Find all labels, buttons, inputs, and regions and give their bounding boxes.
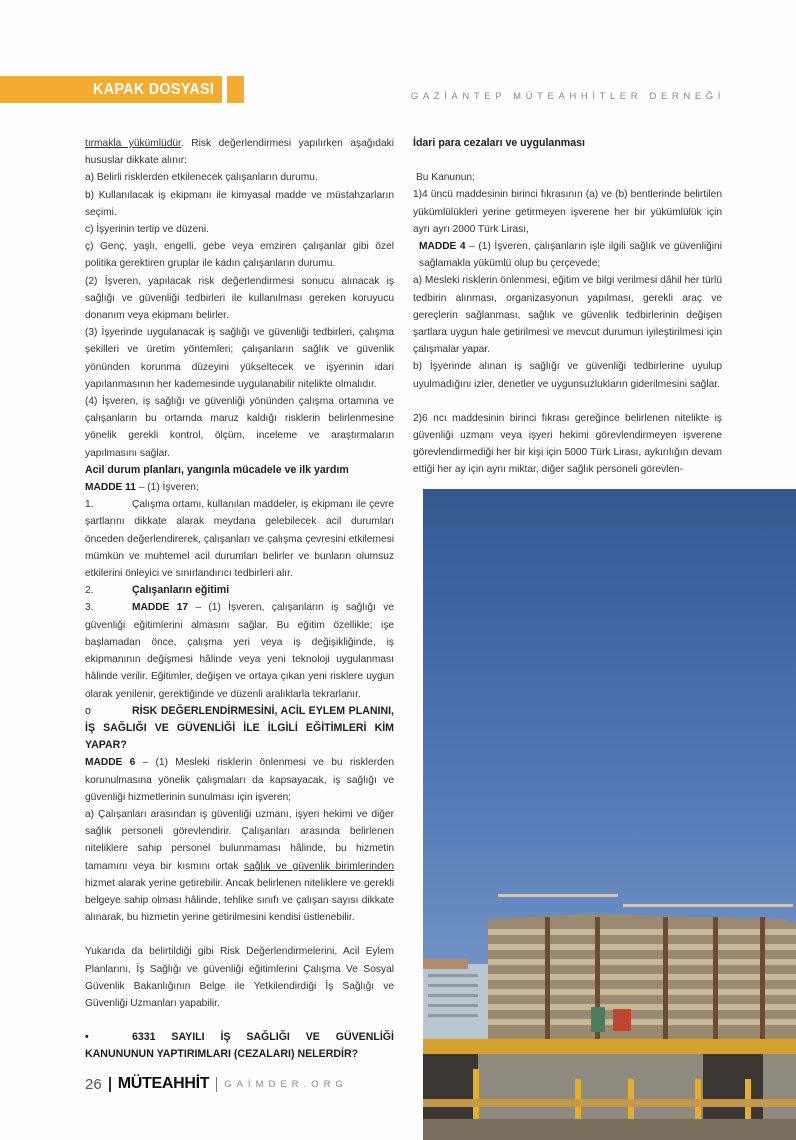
madde-label: MADDE 17: [132, 602, 189, 614]
question-heading: [85, 703, 394, 755]
item-number: 3.: [85, 602, 94, 614]
section-header-bar: [0, 76, 222, 103]
item-text: Çalışma ortamı, kullanılan maddeler, iş ekipmanı ile çevre şartlarını dikkate alarak meydana gelebilecek acil durumları önceden değerlendirerek, çalışanları ve çalışma çevresini etkilemesi mümkün ve muhtemel acil durumları belirler ve bunların olumsuz etkilerini önleyici ve sınırlandırıcı tedbirleri alır.: [85, 499, 394, 580]
question-text: RİSK DEĞERLENDİRMESİNİ, ACİL EYLEM PLANINI, İŞ SAĞLIĞI VE GÜVENLİĞİ İLE İLGİLİ EĞİTİMLERİ KİM YAPAR?: [85, 704, 394, 752]
madde6-a-text: a) Çalışanları arasından iş güvenliği uzmanı, işyeri hekimi ve diğer sağlık personeli görevlendirir. Çalışanları arasında belirlenen niteliklere sahip personel bulunmaması hâlinde, bu hizmetin tamamını veya bir kısmını ortak: [85, 808, 394, 872]
right-column: [413, 135, 722, 479]
circle-bullet-icon: o: [85, 704, 91, 717]
madde11-paragraph: [85, 479, 394, 496]
final-heading-text: 6331 SAYILI İŞ SAĞLIĞI VE GÜVENLİĞİ KANUNUNUN YAPTIRIMLARI (CEZALARI) NELERDİR?: [85, 1031, 394, 1061]
madde-text: – (1) İşveren, çalışanların işle ilgili sağlık ve güvenliğini sağlamakla yükümlü olup bu çerçevede;: [419, 241, 722, 270]
section-label: KAPAK DOSYASI: [93, 80, 215, 98]
final-heading: [85, 1029, 394, 1063]
separator: [109, 1077, 111, 1092]
intro-text: . Risk değerlendirmesi yapılırken aşağıdaki hususlar dikkate alınır:: [85, 138, 394, 167]
madde6-paragraph: [85, 754, 394, 806]
construction-photo: [423, 489, 796, 1140]
madde6-a-paragraph: [85, 806, 394, 926]
item-number: 2.: [85, 585, 94, 597]
list-item: (2) İşveren, yapılacak risk değerlendirmesi sonucu alınacak iş sağlığı ve güvenliği tedbirleri ile kullanılması gereken koruyucu donanım veya ekipmanı belirler.: [85, 275, 394, 322]
penalty-1: 1)4 üncü maddesinin birinci fıkrasının (a) ve (b) bentlerinde belirtilen yükümlülükleri yerine getirmeyen işverene her bir yükümlülük için ayrı ayrı 2000 Türk Lirası,: [413, 189, 722, 235]
madde4-b: b) İşyerinde alınan iş sağlığı ve güvenliği tedbirlerine uyulup uyulmadığını izler, denetler ve uygunsuzlukların giderilmesini sağlar.: [413, 361, 722, 390]
magazine-brand: MÜTEAHHİT: [117, 1075, 210, 1092]
list-item: c) İşyerinin tertip ve düzeni.: [85, 224, 210, 236]
page-footer: [85, 1075, 348, 1093]
numbered-item-1: [85, 496, 394, 582]
acil-heading: Acil durum planları, yangınla mücadele ve ilk yardım: [85, 463, 349, 476]
madde-label: MADDE 4: [419, 241, 466, 253]
item-heading: Çalışanların eğitimi: [132, 584, 230, 597]
list-item: (4) İşveren, iş sağlığı ve güvenliği yönünden çalışma ortamına ve çalışanların bu ortamda maruz kaldığı risklerin belirlenmesine yönelik gerekli kontrol, ölçüm, inceleme ve araştırmaların yapılmasını sağlar.: [85, 396, 394, 459]
bullet-icon: •: [85, 1031, 89, 1044]
numbered-item-2: [85, 582, 394, 599]
madde4-paragraph: [413, 238, 722, 272]
madde-text: – (1) İşveren;: [135, 482, 199, 494]
page-number: 26: [85, 1075, 102, 1093]
intro-paragraph: [85, 135, 394, 169]
separator: [216, 1077, 217, 1092]
organization-name: GAZİANTEP MÜTEAHHİTLER DERNEĞİ: [410, 91, 725, 102]
summary-paragraph: Yukarıda da belirtildiği gibi Risk Değerlendirmelerini, Acil Eylem Planlarını, İş Sağlığı ve güvenliği eğitimlerini Çalışma Ve Sosyal Güvenlik Bakanlığının Belge ile Yetkilendirdiği İş Sağlığı ve Güvenliği Uzmanları yapabilir.: [85, 946, 394, 1009]
list-item: a) Belirli risklerden etkilenecek çalışanların durumu.: [85, 172, 318, 184]
construction-site-image: [423, 489, 796, 1140]
madde-text: – (1) İşveren, çalışanların iş sağlığı ve güvenliği eğitimlerini almasını sağlar. Bu eğitim özellikle; işe başlamadan önce, çalışma yeri veya iş değişikliğinde, iş ekipmanının değişmesi hâlinde veya yeni teknoloji uygulanması hâlinde verilir. Eğitimler, değişen ve ortaya çıkan yeni risklere uygun olarak yenilenir, gerektiğinde ve düzenli aralıklarla tekrarlanır.: [85, 602, 394, 700]
madde-label: MADDE 11: [85, 482, 136, 494]
penalty-2: 2)6 ncı maddesinin birinci fıkrası gereğince belirlenen nitelikte iş güvenliği uzmanı veya işyeri hekimi görevlendirmeyen işverene görevlendirmediği her bir kişi için 5000 Türk Lirası, aykırılığın devam ettiği her ay için aynı miktar, diğer sağlık personeli görevlen-: [413, 412, 722, 476]
madde-text: – (1) Mesleki risklerin önlenmesi ve bu risklerden korunulmasına yönelik çalışmaları da kapsayacak, iş sağlığı ve güvenliği hizmetlerinin sunulması için işveren;: [85, 757, 394, 803]
underlined-text: sağlık ve güvenlik birimlerinden: [244, 860, 394, 872]
item-number: 1.: [85, 499, 94, 511]
right-heading: İdari para cezaları ve uygulanması: [413, 137, 585, 149]
header-accent-block: [227, 76, 244, 103]
madde4-a: a) Mesleki risklerin önlenmesi, eğitim ve bilgi verilmesi dâhil her türlü tedbirin alınması, organizasyonun yapılması, gerekli araç ve gereçlerin sağlanması, sağlık ve güvenlik tedbirlerinin değişen şartlara uygun hale getirilmesi ve mevcut durumun iyileştirilmesi için çalışmalar yapar.: [413, 275, 722, 356]
list-item: (3) İşyerinde uygulanacak iş sağlığı ve güvenliği tedbirleri, çalışma şekilleri ve üretim yöntemleri; çalışanların sağlık ve güvenlik yönünden korunma düzeyini yükseltecek ve işyerinin idari yapılanmasının her kademesinde uygulanabilir nitelikte olmalıdır.: [85, 327, 394, 390]
intro-underlined: tırmakla yükümlüdür: [85, 138, 181, 149]
left-column: [85, 135, 394, 1064]
website-link[interactable]: GAİMDER.ORG: [224, 1078, 348, 1090]
list-item: b) Kullanılacak iş ekipmanı ile kimyasal madde ve müstahzarların seçimi.: [85, 189, 394, 218]
intro-text: Bu Kanunun;: [416, 172, 475, 184]
list-item: ç) Genç, yaşlı, engelli, gebe veya emziren çalışanlar gibi özel politika gerektiren gruplar ile kadın çalışanların durumu.: [85, 241, 394, 270]
madde6-a-text-rest: hizmet alarak yerine getirebilir. Ancak belirlenen niteliklere ve gerekli belgeye sahip olması hâlinde, tehlike sınıfı ve çalışan sayısı dikkate alınarak, bu hizmetin yerine getirilmesini kendisi üstlenebilir.: [85, 877, 394, 924]
numbered-item-3: [85, 599, 394, 702]
madde-label: MADDE 6: [85, 757, 136, 769]
